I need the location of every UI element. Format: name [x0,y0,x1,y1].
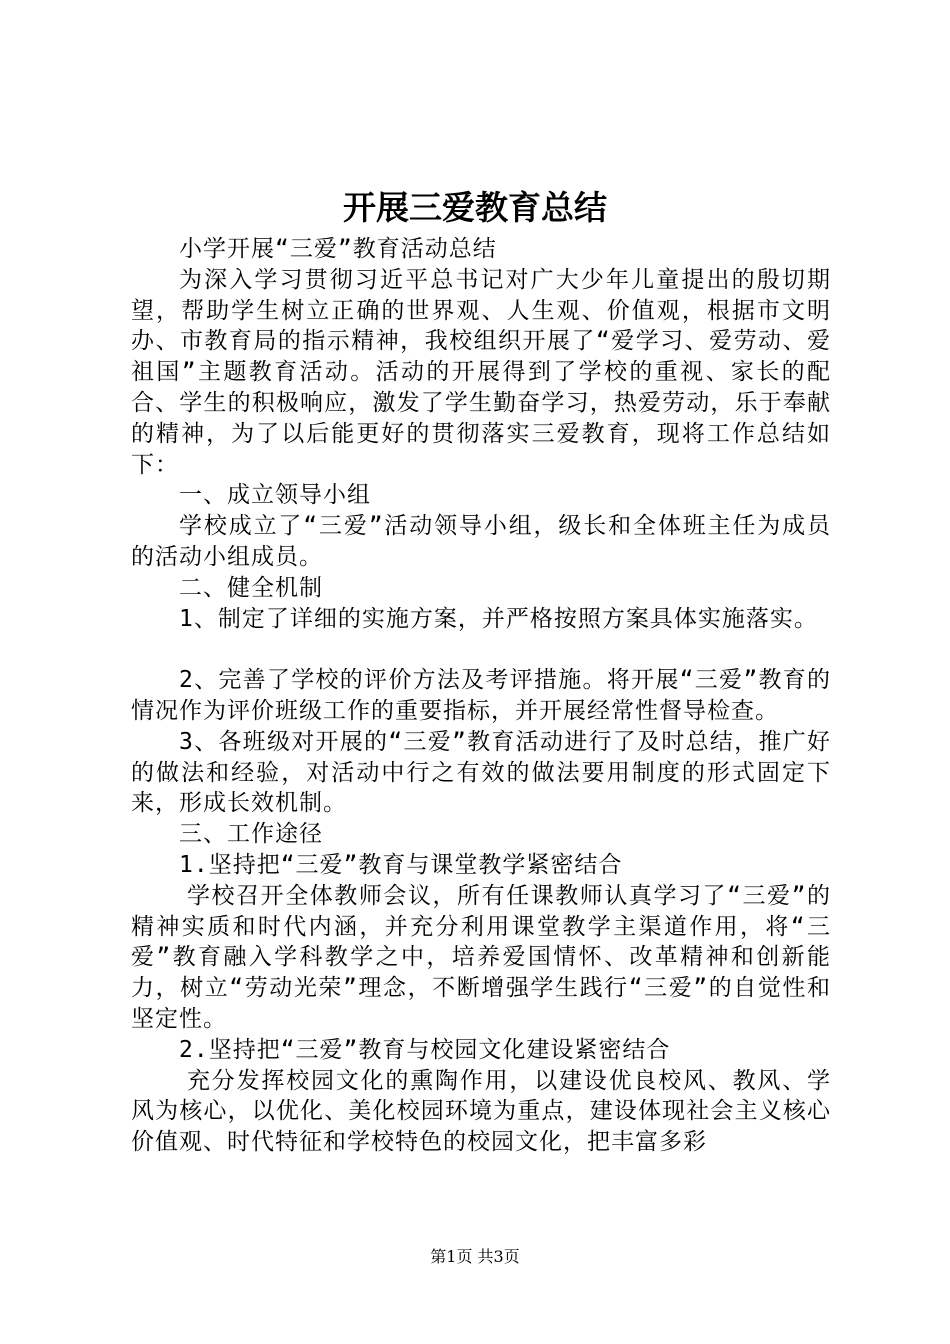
body-paragraph: 学校召开全体教师会议，所有任课教师认真学习了“三爱”的精神实质和时代内涵，并充分利用课堂教学主渠道作用，将“三爱”教育融入学科教学之中，培养爱国情怀、改革精神和创新能力，树立“劳动光荣”理念，不断增强学生践行“三爱”的自觉性和坚定性。 [131,882,831,1032]
body-paragraph: 学校成立了“三爱”活动领导小组，级长和全体班主任为成员的活动小组成员。 [131,513,831,570]
sub-heading-1: 1.坚持把“三爱”教育与课堂教学紧密结合 [179,851,623,878]
body-paragraph: 充分发挥校园文化的熏陶作用，以建设优良校风、教风、学风为核心，以优化、美化校园环境为重点，建设体现社会主义核心价值观、时代特征和学校特色的校园文化，把丰富多彩 [131,1067,831,1156]
page-footer: 第1页 共3页 [430,1247,520,1266]
list-item: 3、各班级对开展的“三爱”教育活动进行了及时总结，推广好的做法和经验，对活动中行之有效的做法要用制度的形式固定下来，形成长效机制。 [131,728,831,817]
intro-paragraph: 为深入学习贯彻习近平总书记对广大少年儿童提出的殷切期望，帮助学生树立正确的世界观、人生观、价值观，根据市文明办、市教育局的指示精神，我校组织开展了“爱学习、爱劳动、爱祖国”主题教育活动。活动的开展得到了学校的重视、家长的配合、学生的积极响应，激发了学生勤奋学习，热爱劳动，乐于奉献的精神，为了以后能更好的贯彻落实三爱教育，现将工作总结如下： [131,266,831,478]
document-title: 开展三爱教育总结 [343,188,607,227]
section-heading-1: 一、成立领导小组 [179,482,371,509]
list-item: 2、完善了学校的评价方法及考评措施。将开展“三爱”教育的情况作为评价班级工作的重要指标，并开展经常性督导检查。 [131,667,831,724]
list-item: 1、制定了详细的实施方案，并严格按照方案具体实施落实。 [179,605,818,632]
sub-heading-2: 2.坚持把“三爱”教育与校园文化建设紧密结合 [179,1036,671,1063]
section-heading-2: 二、健全机制 [179,574,323,601]
paragraph-gap [131,634,831,665]
subtitle-paragraph: 小学开展“三爱”教育活动总结 [179,236,497,262]
document-body [131,234,831,1158]
section-heading-3: 三、工作途径 [179,821,323,848]
